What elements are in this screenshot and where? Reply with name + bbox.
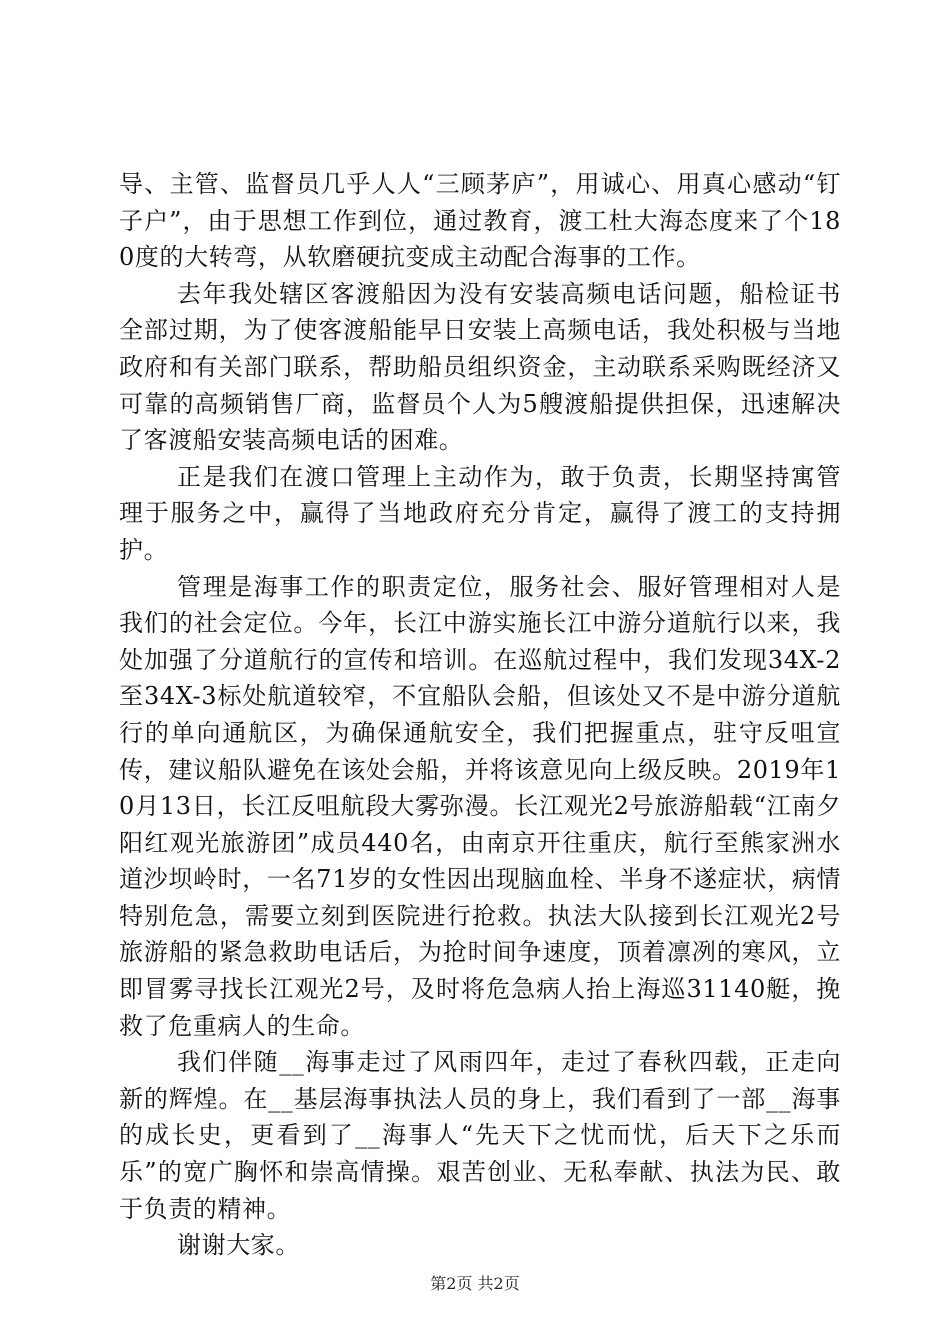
paragraph: 谢谢大家。 <box>177 1231 300 1260</box>
paragraph: 我们伴随__海事走过了风雨四年，走过了春秋四载，正走向新的辉煌。在__基层海事执法人员的身上，我们看到了一部__海事的成长史，更看到了__海事人“先天下之忧而忧，后天下之乐而乐”的宽广胸怀和崇高情操。艰苦创业、无私奉献、执法为民、敢于负责的精神。 <box>119 1048 841 1223</box>
page-footer: 第2页 共2页 <box>430 1274 520 1293</box>
paragraph: 导、主管、监督员几乎人人“三顾茅庐”，用诚心、用真心感动“钉子户”，由于思想工作到位，通过教育，渡工杜大海态度来了个180度的大转弯，从软磨硬抗变成主动配合海事的工作。 <box>119 170 841 272</box>
document-body <box>119 166 841 1264</box>
paragraph: 去年我处辖区客渡船因为没有安装高频电话问题，船检证书全部过期，为了使客渡船能早日安装上高频电话，我处积极与当地政府和有关部门联系，帮助船员组织资金，主动联系采购既经济又可靠的高频销售厂商，监督员个人为5艘渡船提供担保，迅速解决了客渡船安装高频电话的困难。 <box>119 279 841 455</box>
paragraph: 管理是海事工作的职责定位，服务社会、服好管理相对人是我们的社会定位。今年，长江中游实施长江中游分道航行以来，我处加强了分道航行的宣传和培训。在巡航过程中，我们发现34X-2至34X-3标处航道较窄，不宜船队会船，但该处又不是中游分道航行的单向通航区，为确保通航安全，我们把握重点，驻守反咀宣传，建议船队避免在该处会船，并将该意见向上级反映。2019年10月13日，长江反咀航段大雾弥漫。长江观光2号旅游船载“江南夕阳红观光旅游团”成员440名，由南京开往重庆，航行至熊家洲水道沙坝岭时，一名71岁的女性因出现脑血栓、半身不遂症状，病情特别危急，需要立刻到医院进行抢救。执法大队接到长江观光2号旅游船的紧急救助电话后，为抢时间争速度，顶着凛冽的寒风，立即冒雾寻找长江观光2号，及时将危急病人抬上海巡31140艇，挽救了危重病人的生命。 <box>119 572 841 1040</box>
paragraph: 正是我们在渡口管理上主动作为，敢于负责，长期坚持寓管理于服务之中，赢得了当地政府充分肯定，赢得了渡工的支持拥护。 <box>119 462 841 564</box>
